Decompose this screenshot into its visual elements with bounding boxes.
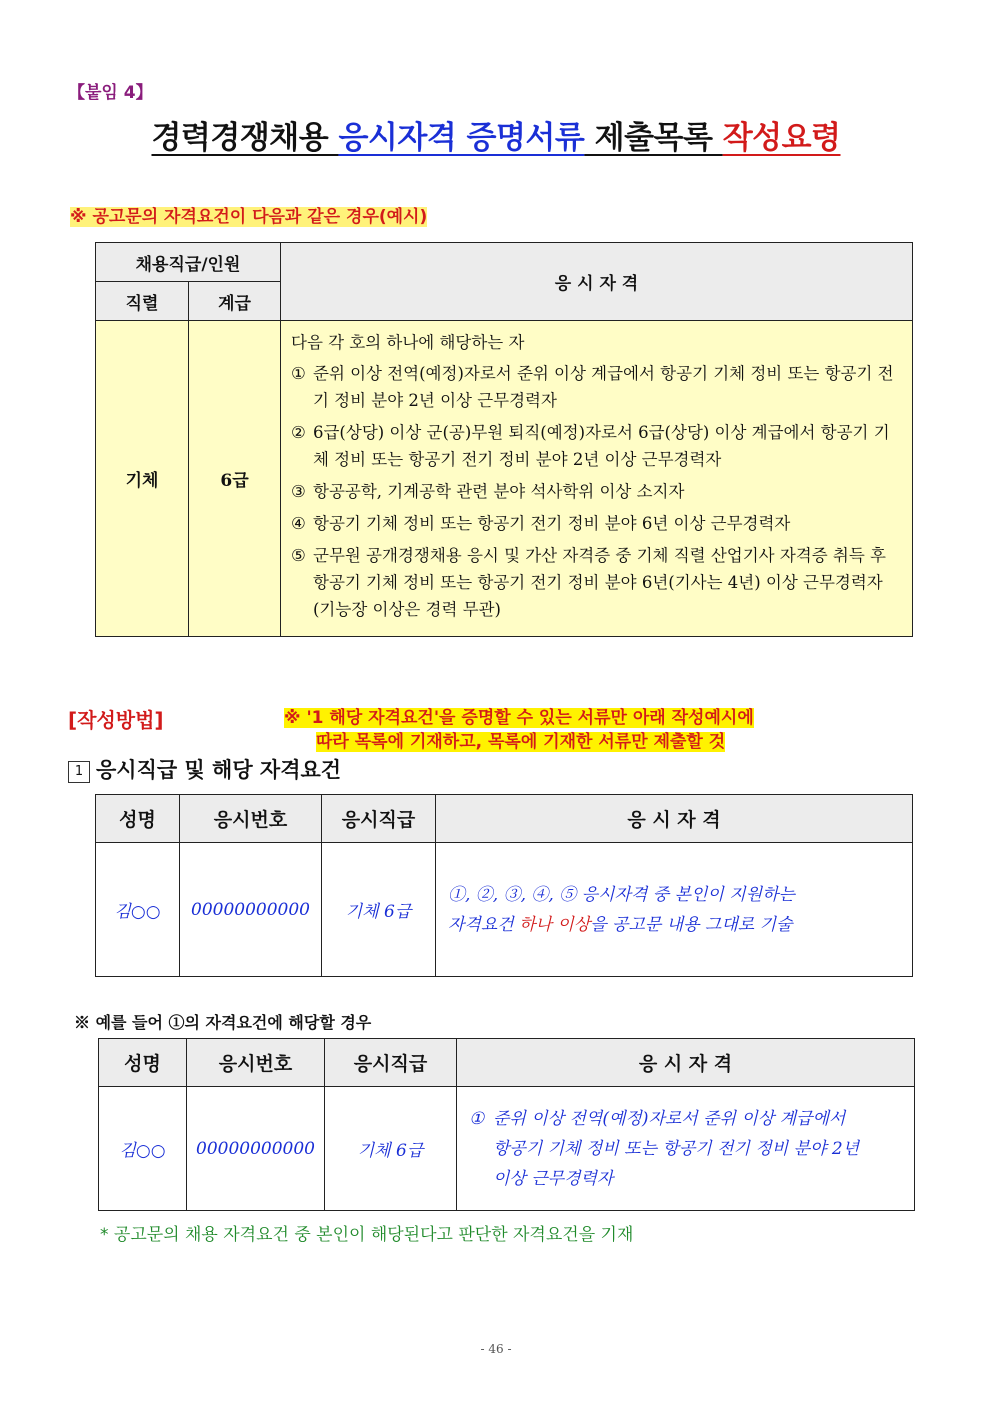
example-note xyxy=(70,202,427,227)
method-label: [작성방법] xyxy=(68,708,164,732)
header-name: 성명 xyxy=(96,795,180,843)
header-name: 성명 xyxy=(99,1039,187,1087)
qual-item xyxy=(291,542,902,623)
qual-item-num: ③ xyxy=(291,482,306,501)
cell-exam-number: 00000000000 xyxy=(187,1087,325,1211)
header-qualification: 응 시 자 격 xyxy=(436,795,913,843)
qual-item xyxy=(291,478,902,505)
method-note-line1: ※ '1 해당 자격요건'을 증명할 수 있는 서류만 아래 작성예시에 xyxy=(284,708,754,728)
example-table-general xyxy=(95,794,913,977)
qual-item xyxy=(469,1104,863,1194)
qual-item xyxy=(291,419,902,473)
title-part-2: 응시자격 증명서류 xyxy=(338,120,585,156)
attachment-tag: 【붙임 4】 xyxy=(68,83,153,103)
header-qualification: 응 시 자 격 xyxy=(457,1039,915,1087)
cell-name: 김○○ xyxy=(99,1087,187,1211)
qual-item-text: 항공기 기체 정비 또는 항공기 전기 정비 분야 6년 이상 근무경력자 xyxy=(313,514,791,533)
page-number: - 46 - xyxy=(480,1342,512,1356)
method-note-line2: 따라 목록에 기재하고, 목록에 기재한 서류만 제출할 것 xyxy=(316,732,726,752)
example-note-text: ※ 공고문의 자격요건이 다음과 같은 경우(예시) xyxy=(70,207,428,227)
cell-name: 김○○ xyxy=(96,843,180,977)
qual-item xyxy=(291,360,902,414)
section-1-heading xyxy=(68,754,341,784)
qual-item xyxy=(291,510,902,537)
case-note: ※ 예를 들어 ①의 자격요건에 해당할 경우 xyxy=(74,1013,372,1032)
page-title xyxy=(0,112,992,157)
qual-item-num: ⑤ xyxy=(291,546,306,565)
qual-item-num: ① xyxy=(469,1108,485,1129)
cell-exam-number: 00000000000 xyxy=(180,843,322,977)
cell-exam-grade: 기체 6급 xyxy=(322,843,436,977)
cell-exam-grade: 기체 6급 xyxy=(325,1087,457,1211)
qual-item-num: ① xyxy=(291,364,306,383)
title-part-4: 작성요령 xyxy=(722,120,841,156)
cell-qualification xyxy=(457,1087,915,1211)
example-table-case xyxy=(98,1038,915,1211)
cell-qualification xyxy=(281,321,913,637)
header-series: 직렬 xyxy=(96,282,189,321)
qual-line-1: ①, ②, ③, ④, ⑤ 응시자격 중 본인이 지원하는 xyxy=(448,884,795,905)
method-note xyxy=(284,706,920,754)
qual-emphasis: 하나 이상 xyxy=(519,914,591,935)
qual-item-text: 준위 이상 전역(예정)자로서 준위 이상 계급에서 항공기 기체 정비 또는 항공기 전기 정비 분야 2년 이상 근무경력자 xyxy=(313,364,894,410)
section-number-box: 1 xyxy=(68,761,90,783)
qual-item-num: ② xyxy=(291,423,306,442)
qual-item-num: ④ xyxy=(291,514,306,533)
title-part-3: 제출목록 xyxy=(584,120,723,156)
qual-intro: 다음 각 호의 하나에 해당하는 자 xyxy=(291,333,525,352)
header-exam-number: 응시번호 xyxy=(187,1039,325,1087)
qual-item-text: 항공공학, 기계공학 관련 분야 석사학위 이상 소지자 xyxy=(313,482,685,501)
cell-series: 기체 xyxy=(96,321,189,637)
qual-line-2: 자격요건 하나 이상을 공고문 내용 그대로 기술 xyxy=(448,914,793,935)
qualification-table xyxy=(95,242,913,637)
header-exam-number: 응시번호 xyxy=(180,795,322,843)
header-recruit-group: 채용직급/인원 xyxy=(96,243,281,282)
qual-item-text: 준위 이상 전역(예정)자로서 준위 이상 계급에서 항공기 기체 정비 또는 항공기 전기 정비 분야 2년 이상 근무경력자 xyxy=(493,1108,860,1189)
header-exam-grade: 응시직급 xyxy=(325,1039,457,1087)
cell-qualification xyxy=(436,843,913,977)
qual-item-text: 6급(상당) 이상 군(공)무원 퇴직(예정)자로서 6급(상당) 이상 계급에서 항공기 기체 정비 또는 항공기 전기 정비 분야 2년 이상 근무경력자 xyxy=(313,423,890,469)
title-part-1: 경력경쟁채용 xyxy=(151,120,339,156)
header-grade: 계급 xyxy=(189,282,281,321)
qual-item-text: 군무원 공개경쟁채용 응시 및 가산 자격증 중 기체 직렬 산업기사 자격증 취득 후 항공기 기체 정비 또는 항공기 전기 정비 분야 6년(기사는 4년) 이상 근무경력자(기능장 이상은 경력 무관) xyxy=(313,546,886,619)
header-qualification: 응 시 자 격 xyxy=(281,243,913,321)
cell-grade: 6급 xyxy=(189,321,281,637)
section-1-title: 응시직급 및 해당 자격요건 xyxy=(96,758,342,782)
header-exam-grade: 응시직급 xyxy=(322,795,436,843)
footnote: * 공고문의 채용 자격요건 중 본인이 해당된다고 판단한 자격요건을 기재 xyxy=(100,1225,634,1245)
